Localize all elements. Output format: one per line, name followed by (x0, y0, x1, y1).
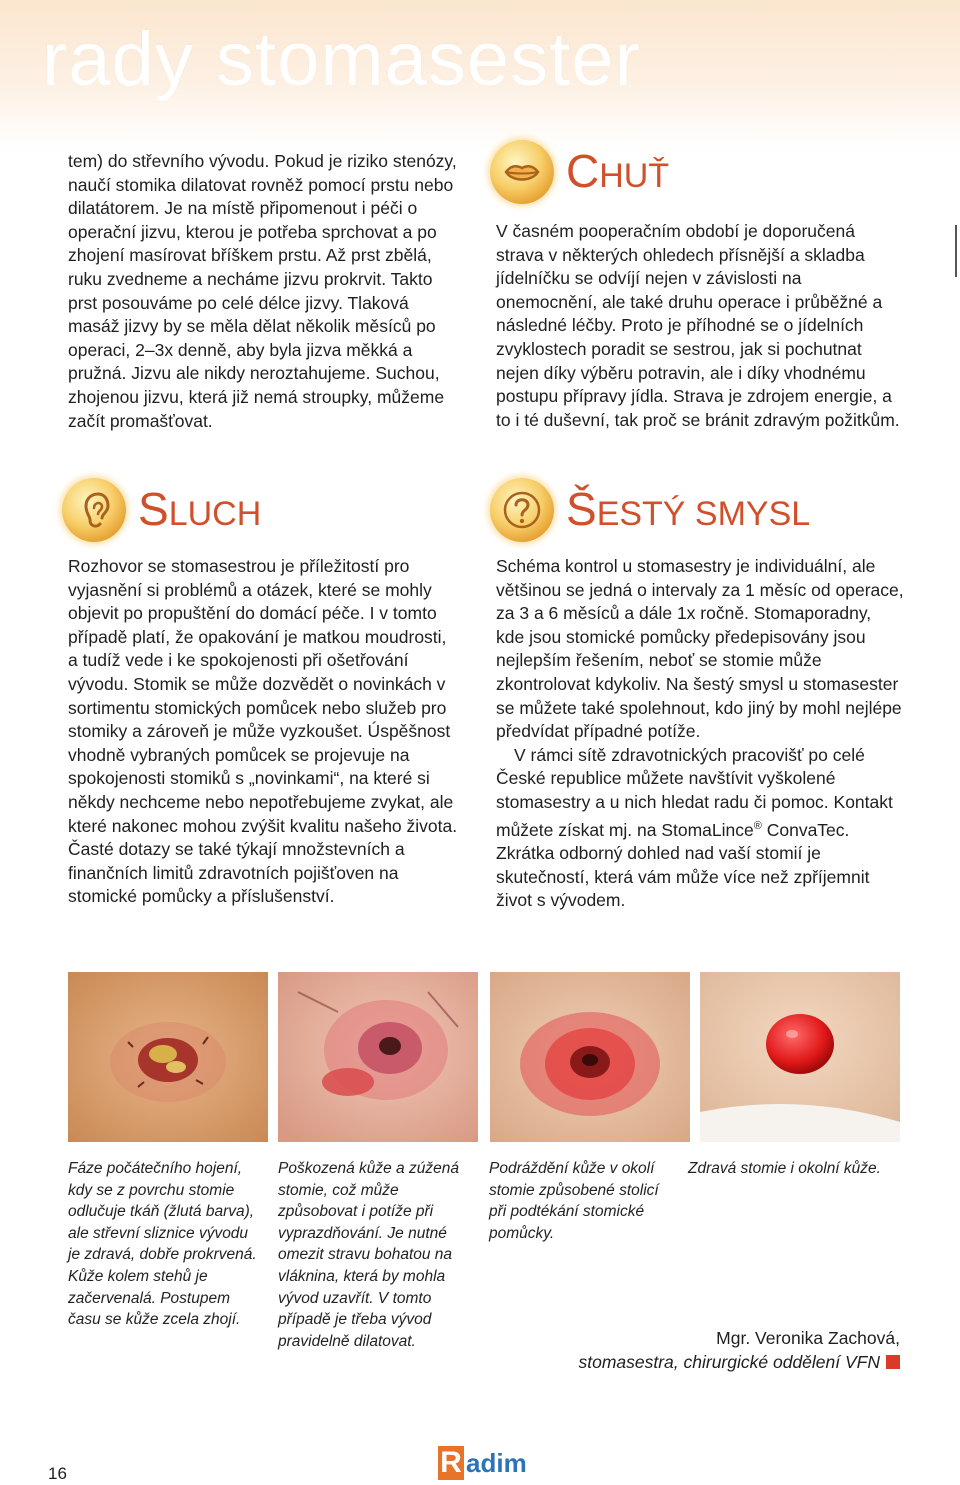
sesty-title-cap: Š (566, 483, 597, 535)
ear-emblem (62, 478, 126, 542)
logo-r: R (438, 1446, 464, 1480)
page-title: rady stomasester (42, 17, 641, 102)
stoma-photo-3 (490, 972, 690, 1142)
chut-title-cap: C (566, 145, 600, 197)
caption-2: Poškozená kůže a zúžená stomie, což může způsobovat i potíže při vyprazdňování. Je nutné omezit stravu bohatou na vláknina, která by mohla vývod uzavřít. V tomto případě je třeba vývod pravidelně dilatovat. (278, 1160, 459, 1350)
chut-heading (490, 140, 790, 212)
end-square-icon (886, 1355, 900, 1369)
sesty-paragraph-2 (496, 744, 904, 913)
mouth-emblem (490, 140, 554, 204)
intro-text-block (68, 150, 460, 433)
logo-text: adim (466, 1448, 527, 1478)
sesty-paragraph-2a: V rámci sítě zdravotnických pracovišť po celé České republice můžete navštívit vyškolené stomasestry a u nich hledat radu či pomoc. Kontakt můžete získat mj. na StomaLince (496, 744, 893, 840)
stoma-photo-1 (68, 972, 268, 1142)
chut-title (566, 144, 669, 198)
chut-paragraph: V časném pooperačním období je doporučená strava v některých ohledech přísnější a skladba jídelníčku se odvíjí nejen v závislosti na onemocnění, ale také druhu operace i průběžné a následné léčby. Proto je příhodné se o jídelních zvyklostech poradit se sestrou, jak si pochutnat nejen díky výběru potravin, ale i díky vhodnému postupu přípravy jídla. Strava je zdrojem energie, a to i té duševní, tak proč se bránit zdravým požitkům. (496, 221, 900, 430)
ear-icon (70, 486, 118, 534)
caption-3: Podráždění kůže v okolí stomie způsobené stolicí při podtékání stomické pomůcky. (489, 1160, 659, 1242)
margin-rule (955, 225, 957, 277)
chut-title-rest: HUŤ (599, 157, 670, 195)
stoma-photo-2 (278, 972, 478, 1142)
page-number: 16 (48, 1464, 67, 1483)
sluch-heading (62, 478, 362, 550)
question-mark-icon (498, 486, 546, 534)
sesty-heading (490, 478, 910, 550)
author-role-line (578, 1350, 900, 1374)
intro-paragraph: tem) do střevního vývodu. Pokud je riziko stenózy, naučí stomika dilatovat rovněž pomocí prstu nebo dilatátorem. Je na místě připomenout i péči o operační jizvu, kterou je potřeba sprchovat a po zhojení masírovat bříškem prstu. Až prst zbělá, ruku zvedneme a necháme jizvu prokrvit. Takto prst posouváme po celé délce jizvy. Tlaková masáž jizvy by se měla dělat několik měsíců po operaci, 2–3x denně, aby byla jizva měkká a pružná. Jizvu ale nikdy neroztahujeme. Suchou, zhojenou jizvu, která již nemá stroupky, můžeme začít promašťovat. (68, 151, 457, 431)
sluch-title-rest: LUCH (168, 495, 262, 533)
mouth-icon (498, 148, 546, 196)
stoma-photo-4 (700, 972, 900, 1142)
caption-4: Zdravá stomie i okolní kůže. (688, 1160, 881, 1177)
question-emblem (490, 478, 554, 542)
sesty-paragraph-1: Schéma kontrol u stomasestry je individuální, ale většinou se jedná o intervaly za 1 měsíc od operace, za 3 a 6 měsíců a dále 1x ročně. Stomaporadny, kde jsou stomické pomůcky předepisovány jsou nejlepším řešením, neboť se stomie může zkontrolovat kdykoliv. Na šestý smysl u stomasester se můžete také spolehnout, kdo jiný by mohl nejlépe předvídat případné potíže. (496, 556, 904, 742)
sesty-paragraph-2b: ConvaTec. Zkrátka odborný dohled nad vaší stomií je skutečností, která vám může více než zpříjemnit život s vývodem. (496, 819, 870, 911)
sesty-title-rest: ESTÝ SMYSL (596, 495, 811, 533)
sluch-title-cap: S (138, 483, 169, 535)
sluch-paragraph: Rozhovor se stomasestrou je příležitostí pro vyjasnění si problémů a otázek, které se mohly objevit po propuštění do domácí péče. I v tomto případě platí, že opakování je matkou moudrosti, a tudíž vede i ke spokojenosti při ošetřování vývodu. Stomik se může dozvědět o novinkách v sortimentu stomických pomůcek nebo služeb pro stomiky a zároveň je může vyzkoušet. Úspěšnost vhodně vybraných pomůcek se projevuje na spokojenosti stomiků s „novinkami“, na které si někdy nechceme nebo nepotřebujeme zvykat, ale které nakonec mohou zvýšit kvalitu našeho života. Časté dotazy se také týkají množstevních a finančních limitů zdravotních pojišťoven na stomické pomůcky a příslušenství. (68, 556, 458, 907)
author-role: stomasestra, chirurgické oddělení VFN (578, 1352, 880, 1372)
sluch-text-block (68, 555, 460, 909)
author-name: Mgr. Veronika Zachová, (716, 1328, 900, 1348)
sesty-text-block (496, 555, 904, 913)
registered-mark: ® (753, 819, 762, 832)
caption-1: Fáze počátečního hojení, kdy se z povrchu stomie odlučuje tkáň (žlutá barva), ale střevní sliznice vývodu je zdravá, dobře prokrvená. Kůže kolem stehů je začervenalá. Postupem času se kůže zcela zhojí. (68, 1160, 257, 1329)
chut-text-block (496, 220, 904, 432)
sluch-title (138, 482, 261, 536)
sesty-title (566, 482, 810, 536)
author-signature (578, 1326, 900, 1374)
